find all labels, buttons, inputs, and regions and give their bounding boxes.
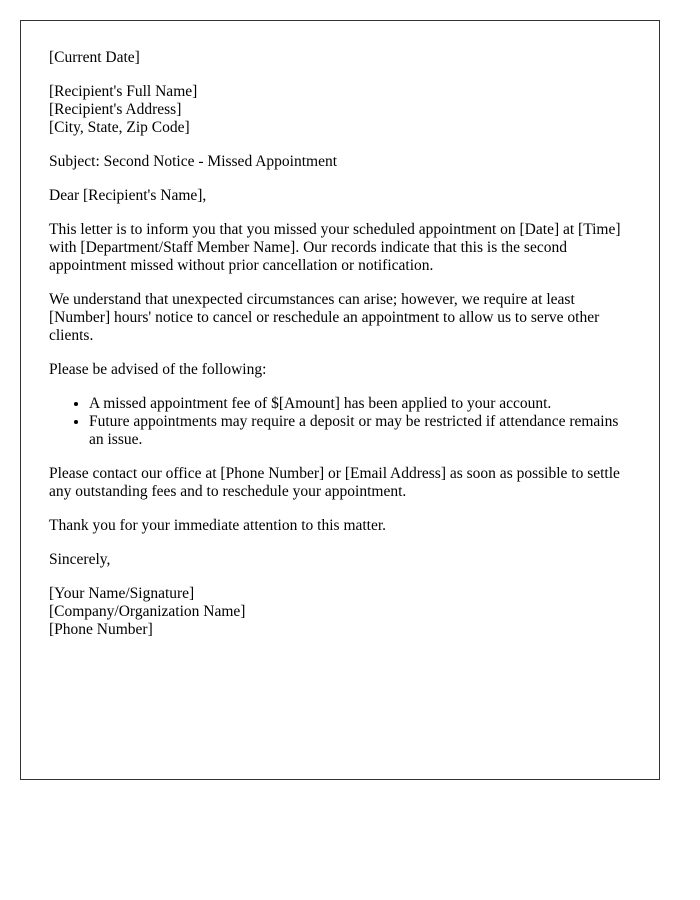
- body-paragraph-notice-policy: We understand that unexpected circumstances can arise; however, we require at least [Number] hours' notice to cancel or reschedule an appointment to allow us to serve other clients.: [49, 291, 600, 344]
- recipient-address: [Recipient's Address]: [49, 101, 182, 118]
- advisory-intro: Please be advised of the following:: [49, 361, 267, 378]
- recipient-city-state-zip: [City, State, Zip Code]: [49, 119, 190, 136]
- salutation: Dear [Recipient's Name],: [49, 187, 207, 204]
- signature-block: [49, 585, 631, 639]
- recipient-name: [Recipient's Full Name]: [49, 83, 198, 100]
- thanks-line: Thank you for your immediate attention to this matter.: [49, 517, 387, 534]
- signature-phone: [Phone Number]: [49, 621, 153, 638]
- advisory-item-fee: • A missed appointment fee of $[Amount] has been applied to your account.: [89, 395, 631, 413]
- body-paragraph-missed-appointment: This letter is to inform you that you missed your scheduled appointment on [Date] at [Time] with [Department/Staff Member Name]. Our records indicate that this is the second appointment missed without prior cancellation or notification.: [49, 221, 621, 274]
- signature-company: [Company/Organization Name]: [49, 603, 246, 620]
- letter-date: [Current Date]: [49, 49, 140, 66]
- advisory-list: [49, 395, 631, 449]
- body-paragraph-contact: Please contact our office at [Phone Number] or [Email Address] as soon as possible to settle any outstanding fees and to reschedule your appointment.: [49, 465, 620, 500]
- recipient-block: [49, 83, 631, 137]
- signature-name: [Your Name/Signature]: [49, 585, 195, 602]
- letter-subject: Subject: Second Notice - Missed Appointment: [49, 153, 338, 170]
- advisory-item-deposit: • Future appointments may require a deposit or may be restricted if attendance remains an issue.: [89, 413, 631, 449]
- closing: Sincerely,: [49, 551, 111, 568]
- letter-page: [20, 20, 660, 780]
